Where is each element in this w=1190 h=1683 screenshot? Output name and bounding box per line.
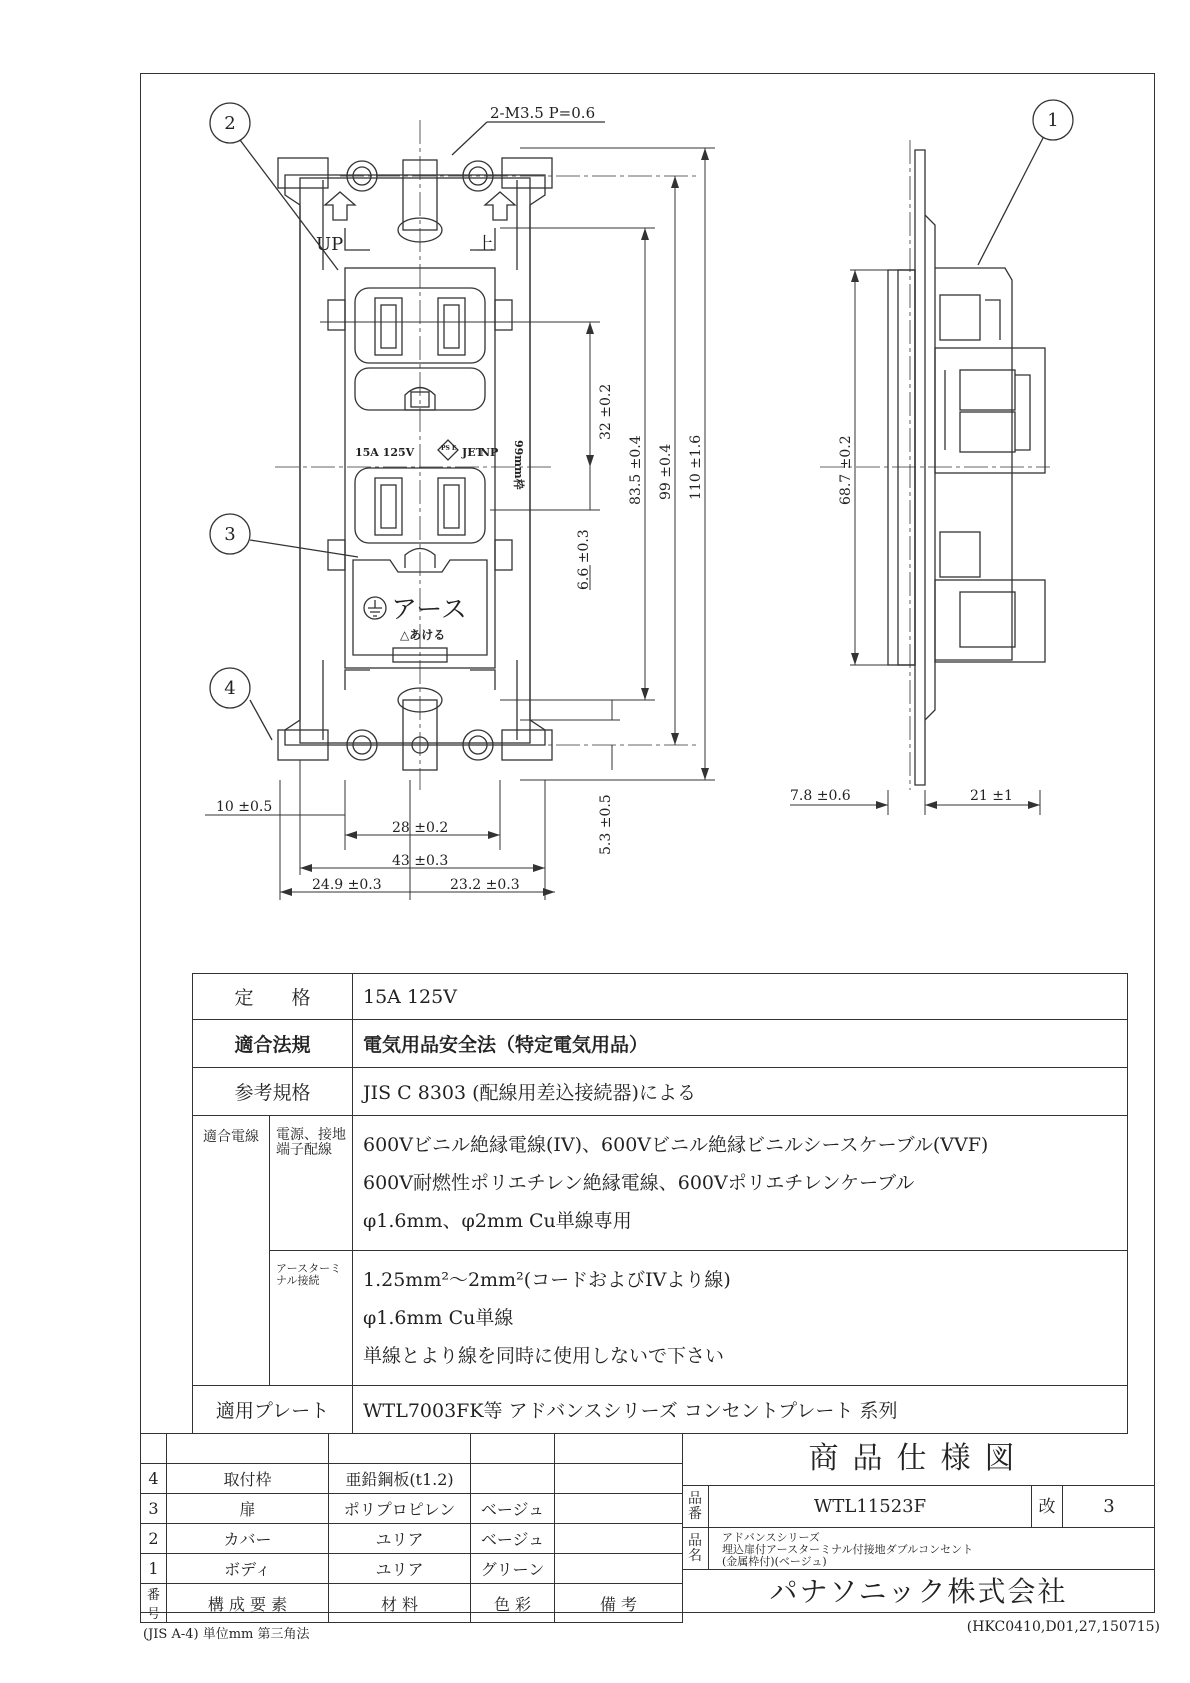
title-block [140,1433,1155,1622]
number-key: 品番 [682,1486,709,1528]
parts-row [141,1524,683,1554]
callout-2: 2 [224,113,236,134]
power-wire-list [353,1116,1128,1251]
part-material: 亜鉛鋼板(t1.2) [329,1464,471,1494]
power-line-2: 600V耐燃性ポリエチレン絶縁電線、600Vポリエチレンケーブル [363,1172,915,1194]
parts-row [141,1554,683,1584]
part-note [555,1524,683,1554]
rating-label: 定 格 [193,974,353,1020]
product-name-line: (金属枠付)(ベージュ) [722,1555,827,1568]
power-line-3: φ1.6mm、φ2mm Cu単線専用 [363,1210,632,1232]
plate-value: WTL7003FK等 アドバンスシリーズ コンセントプレート 系列 [353,1386,1128,1434]
wire-label: 適合電線 [193,1116,270,1386]
part-no: 3 [141,1494,167,1524]
rating-mark: 15A 125V [355,446,415,459]
part-no: 1 [141,1554,167,1584]
up-jp-label: 上 [476,234,494,255]
title-divider [682,1433,683,1613]
footer-doc-code: (HKC0410,D01,27,150715) [966,1619,1160,1635]
product-number-row [682,1485,1155,1528]
callout-1: 1 [1047,110,1059,131]
earth-wire-list [353,1251,1128,1386]
part-note [555,1554,683,1584]
dim-28: 28 ±0.2 [392,820,449,836]
plate-label: 適用プレート [193,1386,353,1434]
callout-3: 3 [224,524,236,545]
dim-10: 10 ±0.5 [216,799,273,815]
dim-7-8: 7.8 ±0.6 [790,788,851,804]
rating-value: 15A 125V [353,974,1128,1020]
spec-table [192,973,1128,1434]
name-key: 品名 [682,1528,709,1570]
dim-5-3: 5.3 ±0.5 [598,794,614,855]
part-color: グリーン [471,1554,555,1584]
parts-header [141,1584,683,1623]
np-mark: NP [480,446,499,459]
footer-scale-note: (JIS A-4) 単位mm 第三角法 [143,1627,310,1642]
title-area [682,1433,1155,1613]
standard-label: 参考規格 [193,1068,353,1116]
screw-note: 2-M3.5 P=0.6 [490,104,596,122]
open-label: △あける [400,628,446,642]
parts-row [141,1494,683,1524]
doc-title: 商品仕様図 [808,1441,1029,1476]
dim-68-7: 68.7 ±0.2 [838,435,854,505]
part-material: ポリプロピレン [329,1494,471,1524]
parts-table [140,1433,683,1623]
part-name: 扉 [167,1494,329,1524]
rev-key: 改 [1032,1486,1063,1528]
part-name: カバー [167,1524,329,1554]
earth-label: アース [391,595,467,625]
standard-value: JIS C 8303 (配線用差込接続器)による [353,1068,1128,1116]
product-name-line: アドバンスシリーズ [722,1531,820,1544]
earth-line-3: 単線とより線を同時に使用しないで下さい [363,1345,725,1367]
part-note [555,1494,683,1524]
earth-terminal-label: アースターミナル接続 [270,1251,353,1386]
dim-24-9: 24.9 ±0.3 [312,877,382,893]
dim-32: 32 ±0.2 [598,383,614,440]
jet-mark: JET [462,446,484,459]
header-note: 備 考 [555,1584,683,1623]
dim-21: 21 ±1 [970,788,1013,804]
dim-43: 43 ±0.3 [392,853,449,869]
part-color: ベージュ [471,1494,555,1524]
rev-value: 3 [1103,1496,1115,1517]
company-name: パナソニック株式会社 [682,1569,1155,1614]
header-name: 構 成 要 素 [167,1584,329,1623]
dim-23-2: 23.2 ±0.3 [450,877,520,893]
power-line-1: 600Vビニル絶縁電線(IV)、600Vビニル絶縁ビニルシースケーブル(VVF) [363,1134,989,1156]
part-no: 2 [141,1524,167,1554]
part-note [555,1464,683,1494]
product-name-row [682,1527,1155,1570]
earth-line-1: 1.25mm²～2mm²(コードおよびIVより線) [363,1269,731,1291]
parts-row [141,1464,683,1494]
law-value: 電気用品安全法（特定電気用品） [353,1020,1128,1068]
part-name: ボディ [167,1554,329,1584]
up-label: UP [316,234,344,255]
part-no: 4 [141,1464,167,1494]
header-material: 材 料 [329,1584,471,1623]
product-number: WTL11523F [709,1486,1032,1528]
header-color: 色 彩 [471,1584,555,1623]
frame-mark: 99mm枠 [512,440,525,490]
dim-6-6: 6.6 ±0.3 [576,529,592,590]
power-label: 電源、接地端子配線 [270,1116,353,1251]
dim-99: 99 ±0.4 [658,443,674,500]
dim-110: 110 ±1.6 [688,434,704,500]
ps-mark: PS E [441,445,457,452]
part-material: ユリア [329,1524,471,1554]
part-material: ユリア [329,1554,471,1584]
part-name: 取付枠 [167,1464,329,1494]
product-name-line: 埋込扉付アースターミナル付接地ダブルコンセント [722,1543,974,1556]
dim-83-5: 83.5 ±0.4 [628,435,644,505]
part-color [471,1464,555,1494]
callout-4: 4 [224,678,236,699]
law-label: 適合法規 [193,1020,353,1068]
header-no: 番号 [141,1584,167,1623]
earth-line-2: φ1.6mm Cu単線 [363,1307,514,1329]
product-name [722,1528,1152,1574]
part-color: ベージュ [471,1524,555,1554]
